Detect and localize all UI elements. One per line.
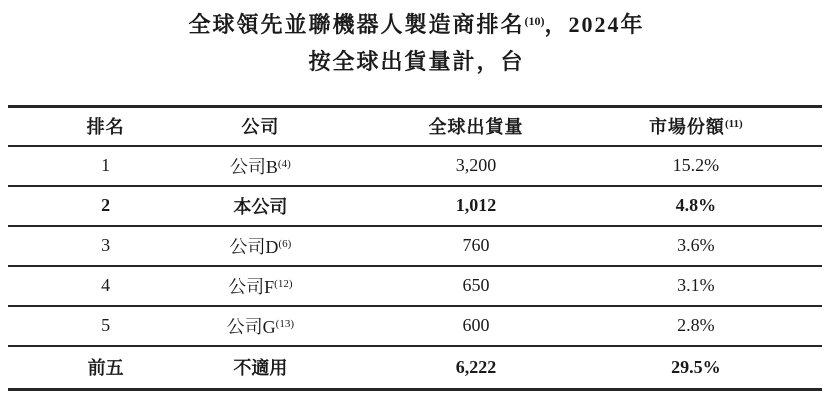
title-text-main: 全球領先並聯機器人製造商排名 xyxy=(188,12,525,37)
spacer-cell xyxy=(757,266,822,306)
company-name: 公司F xyxy=(228,276,275,297)
ranking-table xyxy=(8,105,822,391)
shipments-cell: 1,012 xyxy=(455,195,497,215)
footnote-ref-11: (11) xyxy=(724,118,743,131)
share-cell: 2.8% xyxy=(677,315,715,335)
table-row xyxy=(8,266,822,306)
table-row-total xyxy=(8,346,822,390)
spacer-cell xyxy=(757,346,822,390)
shipments-cell: 3,200 xyxy=(455,155,497,175)
company-cell xyxy=(203,306,317,346)
rank-cell: 3 xyxy=(101,235,111,255)
company-cell xyxy=(203,146,317,186)
company-cell xyxy=(203,346,317,390)
footnote-ref-12: (12) xyxy=(274,277,293,290)
share-cell: 15.2% xyxy=(672,155,720,175)
table-row xyxy=(8,146,822,186)
company-name: 公司G xyxy=(226,316,276,337)
company-cell xyxy=(203,186,317,226)
table-row xyxy=(8,186,822,226)
shipments-cell: 650 xyxy=(462,275,490,295)
footnote-ref-6: (6) xyxy=(278,237,292,250)
spacer-cell xyxy=(757,146,822,186)
company-cell xyxy=(203,226,317,266)
document-title-line-1 xyxy=(0,6,833,43)
company-name: 本公司 xyxy=(233,196,288,217)
rank-cell: 5 xyxy=(101,315,111,335)
header-market-share-label: 市場份額 xyxy=(648,117,725,138)
spacer-cell xyxy=(757,226,822,266)
company-name: 不適用 xyxy=(233,358,288,379)
title-text-year: ，2024年 xyxy=(544,12,645,37)
share-cell: 4.8% xyxy=(675,195,717,215)
share-cell: 29.5% xyxy=(671,356,721,377)
spacer-cell xyxy=(757,306,822,346)
company-name: 公司D xyxy=(229,236,279,257)
share-cell: 3.6% xyxy=(677,235,715,255)
shipments-cell: 600 xyxy=(462,315,490,335)
rank-cell: 4 xyxy=(101,275,111,295)
footnote-ref-10: (10) xyxy=(524,14,545,28)
company-cell xyxy=(203,266,317,306)
spacer-cell xyxy=(757,186,822,226)
rank-cell: 前五 xyxy=(87,358,124,379)
header-company: 公司 xyxy=(241,117,280,138)
share-cell: 3.1% xyxy=(677,275,715,295)
table-row xyxy=(8,306,822,346)
header-spacer xyxy=(757,107,822,146)
footnote-ref-4: (4) xyxy=(277,157,291,170)
table-row xyxy=(8,226,822,266)
header-rank: 排名 xyxy=(86,117,125,138)
document-title xyxy=(0,0,833,80)
rank-cell: 2 xyxy=(101,195,111,215)
header-shipments: 全球出貨量 xyxy=(428,117,524,138)
header-market-share xyxy=(635,107,757,146)
shipments-cell: 6,222 xyxy=(455,356,497,377)
document-title-line-2: 按全球出貨量計，台 xyxy=(308,49,525,74)
rank-cell: 1 xyxy=(101,155,111,175)
shipments-cell: 760 xyxy=(462,235,490,255)
company-name: 公司B xyxy=(229,156,278,177)
table-header-row xyxy=(8,107,822,146)
footnote-ref-13: (13) xyxy=(275,317,294,330)
